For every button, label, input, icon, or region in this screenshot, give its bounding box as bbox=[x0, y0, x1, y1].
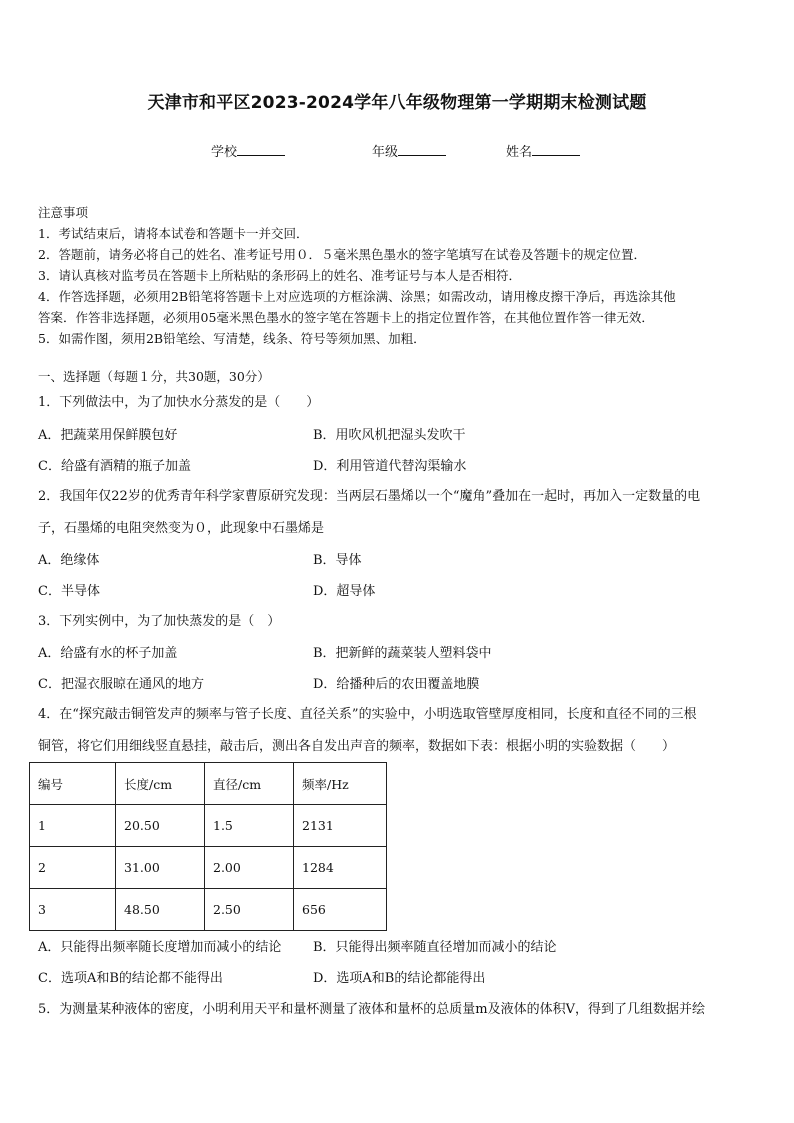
table-cell: 656 bbox=[294, 889, 387, 931]
name-label: 姓名 bbox=[506, 145, 533, 160]
question-text: 2．我国年仅22岁的优秀青年科学家曹原研究发现：当两层石墨烯以一个“魔角”叠加在一起时，再加入一定数量的电 bbox=[38, 489, 701, 504]
table-header-cell: 频率/Hz bbox=[294, 763, 387, 805]
table-cell: 48.50 bbox=[116, 889, 205, 931]
option-c: C．给盛有酒精的瓶子加盖 bbox=[38, 459, 191, 474]
school-blank bbox=[237, 144, 285, 156]
grade-blank bbox=[398, 144, 446, 156]
grade-field bbox=[372, 141, 446, 160]
notice-item: 2．答题前，请务必将自己的姓名、准考证号用０．５毫米黑色墨水的签字笔填写在试卷及答题卡的规定位置． bbox=[38, 247, 646, 262]
table-header-row bbox=[30, 763, 387, 805]
page-title: 天津市和平区2023-2024学年八年级物理第一学期期末检测试题 bbox=[147, 93, 647, 113]
table-header-cell: 长度/cm bbox=[116, 763, 205, 805]
table-header-cell: 直径/cm bbox=[205, 763, 294, 805]
school-label: 学校 bbox=[211, 145, 238, 160]
notice-item: 5．如需作图，须用2B铅笔绘、写清楚，线条、符号等须加黑、加粗． bbox=[38, 331, 426, 346]
notice-item: 答案．作答非选择题，必须用05毫米黑色墨水的签字笔在答题卡上的指定位置作答，在其他位置作答一律无效． bbox=[38, 310, 654, 325]
option-b: B．用吹风机把湿头发吹干 bbox=[313, 428, 466, 443]
question-text: 1．下列做法中，为了加快水分蒸发的是（ ） bbox=[38, 395, 320, 410]
question-text: 铜管，将它们用细线竖直悬挂，敲击后，测出各自发出声音的频率，数据如下表：根据小明的实验数据（ ） bbox=[38, 739, 676, 754]
table-cell: 31.00 bbox=[116, 847, 205, 889]
question-2-options bbox=[38, 545, 762, 607]
question-4-stem bbox=[38, 700, 762, 762]
section-heading: 一、选择题（每题１分，共30题，30分） bbox=[38, 369, 270, 384]
table-cell: 3 bbox=[30, 889, 116, 931]
table-row bbox=[30, 889, 387, 931]
notice-item: 3．请认真核对监考员在答题卡上所粘贴的条形码上的姓名、准考证号与本人是否相符． bbox=[38, 268, 521, 283]
grade-label: 年级 bbox=[372, 145, 399, 160]
option-b: B．导体 bbox=[313, 553, 362, 568]
question-text: 4．在“探究敲击铜管发声的频率与管子长度、直径关系”的实验中，小明选取管壁厚度相同，长度和直径不同的三根 bbox=[38, 707, 697, 722]
question-text: 3．下列实例中，为了加快蒸发的是（ ） bbox=[38, 614, 281, 629]
table-cell: 20.50 bbox=[116, 805, 205, 847]
data-table bbox=[29, 762, 387, 931]
question-5-stem bbox=[38, 995, 762, 1025]
question-2-stem bbox=[38, 482, 762, 544]
question-text: 5．为测量某种液体的密度，小明利用天平和量杯测量了液体和量杯的总质量m及液体的体积V，得到了几组数据并绘 bbox=[38, 1002, 705, 1017]
option-b: B．把新鲜的蔬菜装人塑料袋中 bbox=[313, 646, 492, 661]
question-text: 子，石墨烯的电阻突然变为０，此现象中石墨烯是 bbox=[38, 521, 325, 536]
option-d: D．给播种后的农田覆盖地膜 bbox=[313, 677, 480, 692]
option-a: A．把蔬菜用保鲜膜包好 bbox=[38, 428, 178, 443]
table-cell: 2.50 bbox=[205, 889, 294, 931]
table-row bbox=[30, 847, 387, 889]
question-3-options bbox=[38, 638, 762, 700]
notice-item: 1．考试结束后，请将本试卷和答题卡一并交回． bbox=[38, 226, 309, 241]
name-field bbox=[506, 141, 580, 160]
option-d: D．选项A和B的结论都能得出 bbox=[313, 971, 486, 986]
question-1-stem bbox=[38, 388, 762, 418]
table-header-cell: 编号 bbox=[30, 763, 116, 805]
option-c: C．半导体 bbox=[38, 584, 100, 599]
question-1-options bbox=[38, 420, 762, 482]
option-a: A．只能得出频率随长度增加而减小的结论 bbox=[38, 940, 282, 955]
question-4-options bbox=[38, 932, 762, 994]
table-cell: 1284 bbox=[294, 847, 387, 889]
table-cell: 2131 bbox=[294, 805, 387, 847]
notice-heading: 注意事项 bbox=[38, 205, 89, 220]
option-d: D．利用管道代替沟渠输水 bbox=[313, 459, 467, 474]
notice-block bbox=[38, 202, 758, 349]
notice-item: 4．作答选择题，必须用2B铅笔将答题卡上对应选项的方框涂满、涂黑；如需改动，请用橡皮擦干净后，再选涂其他 bbox=[38, 289, 676, 304]
option-a: A．绝缘体 bbox=[38, 553, 100, 568]
option-c: C．把湿衣服晾在通风的地方 bbox=[38, 677, 204, 692]
option-d: D．超导体 bbox=[313, 584, 376, 599]
table-cell: 2.00 bbox=[205, 847, 294, 889]
table-cell: 1.5 bbox=[205, 805, 294, 847]
table-cell: 2 bbox=[30, 847, 116, 889]
school-field bbox=[211, 141, 285, 160]
question-3-stem bbox=[38, 607, 762, 637]
name-blank bbox=[532, 144, 580, 156]
table-cell: 1 bbox=[30, 805, 116, 847]
option-a: A．给盛有水的杯子加盖 bbox=[38, 646, 178, 661]
table-row bbox=[30, 805, 387, 847]
option-b: B．只能得出频率随直径增加而减小的结论 bbox=[313, 940, 557, 955]
option-c: C．选项A和B的结论都不能得出 bbox=[38, 971, 223, 986]
